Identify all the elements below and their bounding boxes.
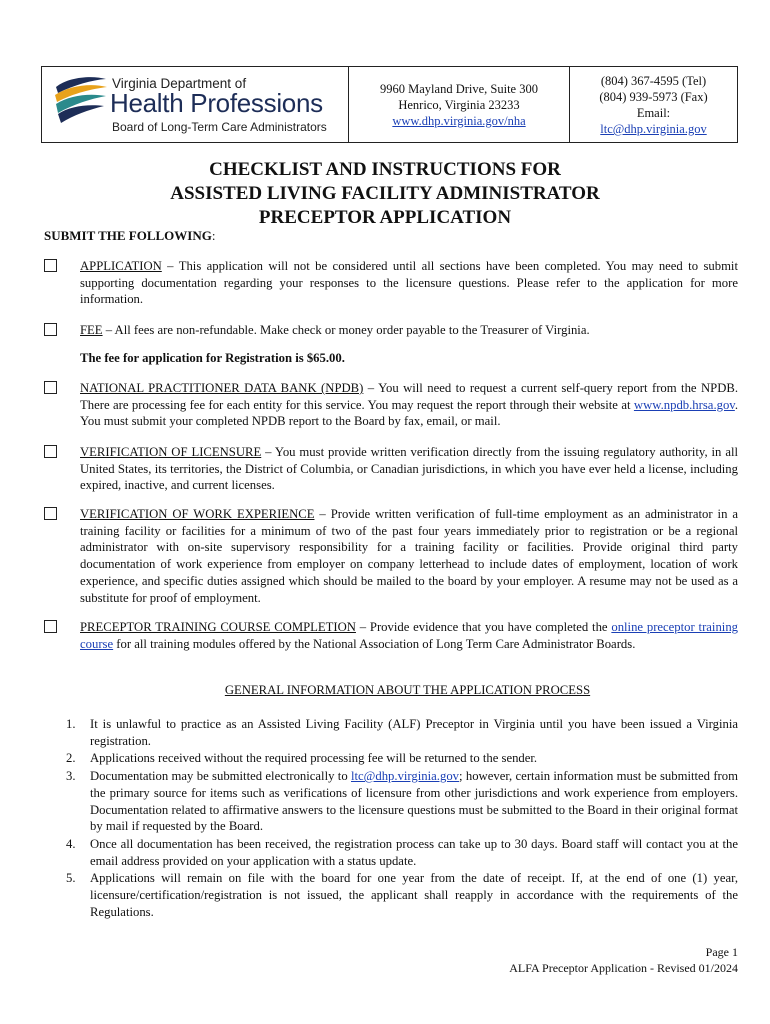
list-item — [66, 768, 738, 835]
address-line2: Henrico, Virginia 23233 — [398, 98, 520, 112]
npdb-checkbox[interactable] — [44, 381, 57, 394]
list-item-text: It is unlawful to practice as an Assisted Living Facility (ALF) Preceptor in Virginia until you have been issued a Virginia registration. — [90, 717, 738, 748]
npdb-heading: NATIONAL PRACTITIONER DATA BANK (NPDB) — [80, 381, 364, 395]
list-item — [66, 836, 738, 869]
list-item-number: 3. — [66, 769, 76, 784]
application-heading: APPLICATION — [80, 259, 162, 273]
list-item-number: 2. — [66, 751, 76, 766]
licensure-heading: VERIFICATION OF LICENSURE — [80, 445, 262, 459]
submit-heading-colon: : — [211, 228, 216, 243]
contact-block — [570, 67, 737, 142]
list-item — [66, 716, 738, 749]
checklist-item-fee — [44, 322, 738, 339]
logo-block — [42, 67, 349, 142]
licensure-text: – You must provide written verification directly from the issuing regulatory authority, in all United States, its territories, the District of Columbia, or Canadian jurisdictions, in which you have ever held a license, including expired, inactive, and current licenses. — [80, 445, 738, 493]
licensure-checkbox[interactable] — [44, 445, 57, 458]
application-checkbox[interactable] — [44, 259, 57, 272]
email-link[interactable]: ltc@dhp.virginia.gov — [600, 122, 707, 136]
list-item-number: 5. — [66, 871, 76, 886]
fax-number: (804) 939-5973 (Fax) — [599, 90, 708, 104]
training-course-link[interactable]: online preceptor training course — [80, 620, 739, 651]
fee-amount-note: The fee for application for Registration is $65.00. — [80, 351, 345, 365]
logo-org-line3: Board of Long-Term Care Administrators — [112, 120, 327, 134]
submit-heading — [44, 228, 215, 244]
tel-number: (804) 367-4595 (Tel) — [600, 74, 707, 88]
page-footer — [509, 944, 738, 976]
checklist-item-npdb — [44, 380, 738, 430]
work-experience-text: – Provide written verification of full-time employment as an administrator in a training facility or facilities for a minimum of two of the past four years immediately prior to registration or be a regional administrator with on-site supervisory responsibility for a training facility or facilities. Provide original third party documentation of work experience from employer on company letterhead to include dates of employment, location of work experience, and specific duties assigned which should be mailed to the board by your employer. A resume may not be used as a substitute for proof of employment. — [80, 507, 738, 605]
training-text-after: for all training modules offered by the National Association of Long Term Care Administrator Boards. — [113, 636, 636, 651]
general-info-list — [66, 716, 738, 921]
email-link-inline[interactable]: ltc@dhp.virginia.gov — [351, 769, 460, 784]
list-item-number: 1. — [66, 717, 76, 731]
checklist-item-application — [44, 258, 738, 308]
page-title — [0, 158, 770, 230]
npdb-text-before: – You will need to request a current self-query report from the NPDB. There are processing fee for each entity for this service. You may request the report through their website at — [80, 381, 738, 412]
general-info-heading: GENERAL INFORMATION ABOUT THE APPLICATION PROCESS — [224, 683, 591, 697]
letterhead — [41, 66, 738, 143]
page-number: Page 1 — [705, 945, 738, 959]
fee-checkbox[interactable] — [44, 323, 57, 336]
list-item-text: Applications received without the required processing fee will be returned to the sender. — [90, 751, 538, 766]
training-heading: PRECEPTOR TRAINING COURSE COMPLETION — [80, 620, 356, 634]
list-item — [66, 870, 738, 920]
checklist-item-licensure — [44, 444, 738, 494]
title-line3: PRECEPTOR APPLICATION — [258, 207, 512, 228]
fee-heading: FEE — [80, 323, 103, 337]
work-experience-heading: VERIFICATION OF WORK EXPERIENCE — [80, 507, 315, 521]
checklist-item-work-experience — [44, 506, 738, 606]
training-text-before: – Provide evidence that you have completed the — [355, 620, 612, 634]
revision-note: ALFA Preceptor Application - Revised 01/2024 — [509, 961, 738, 975]
application-text: – This application will not be considered until all sections have been completed. You may need to submit supporting documentation regarding your responses to the licensure questions. Please refer to the application for more information. — [80, 259, 738, 307]
list-item-number: 4. — [66, 836, 76, 851]
logo-org-line2: Health Professions — [110, 88, 323, 118]
list-item — [66, 750, 738, 767]
npdb-website-link[interactable]: www.npdb.hrsa.gov — [633, 397, 735, 412]
address-block — [349, 67, 570, 142]
email-label: Email: — [636, 106, 671, 120]
list-item-text-before: Documentation may be submitted electronically to — [90, 769, 351, 784]
logo-org-line1: Virginia Department of — [112, 76, 247, 91]
title-line1: CHECKLIST AND INSTRUCTIONS FOR — [209, 159, 561, 180]
list-item-text: Once all documentation has been received, the registration process can take up to 30 days. Board staff will contact you at the email address provided on your application with a status update. — [90, 836, 738, 868]
work-experience-checkbox[interactable] — [44, 507, 57, 520]
dhp-logo-icon — [52, 75, 110, 131]
training-checkbox[interactable] — [44, 620, 57, 633]
address-line1: 9960 Mayland Drive, Suite 300 — [380, 82, 538, 96]
npdb-text-after: . You must submit your completed NPDB report to the Board by fax, email, or mail. — [80, 397, 738, 429]
fee-text: – All fees are non-refundable. Make check or money order payable to the Treasurer of Virginia. — [102, 323, 590, 337]
title-line2: ASSISTED LIVING FACILITY ADMINISTRATOR — [170, 183, 600, 204]
website-link[interactable]: www.dhp.virginia.gov/nha — [392, 114, 526, 128]
checklist-item-training — [44, 619, 738, 652]
list-item-text-after: ; however, certain information must be submitted from the primary source for items such as verifications of licensure from other jurisdictions and work experience from employers. Documentation related to affirmative answers to the licensure questions must be submitted to the Board in their original format by mail if requested by the Board. — [90, 769, 738, 834]
list-item-text: Applications will remain on file with the board for one year from the date of receipt. If, at the end of one (1) year, licensure/certification/registration is not issued, the applicant shall reapply in accordance with the requirements of the Regulations. — [90, 871, 738, 919]
submit-heading-text: SUBMIT THE FOLLOWING — [44, 228, 212, 243]
